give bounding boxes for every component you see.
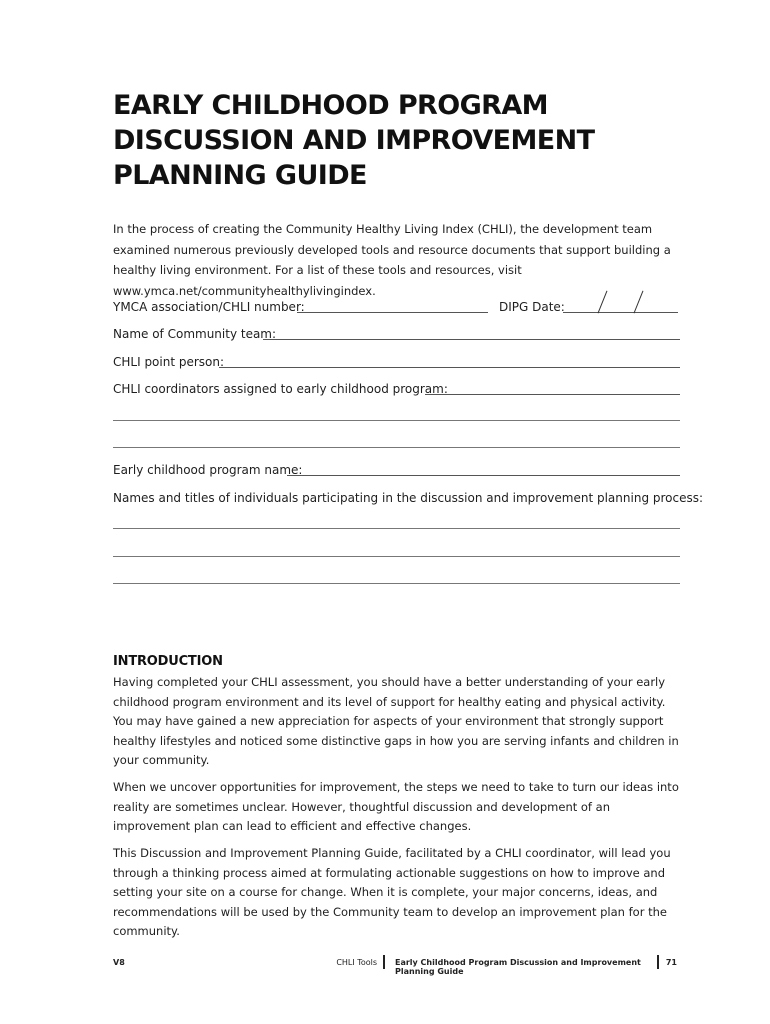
program-name-input-line[interactable] <box>287 475 680 476</box>
coordinators-extra-line-2[interactable] <box>113 447 680 448</box>
participants-label: Names and titles of individuals participating in the discussion and improvement planning process: <box>113 491 704 505</box>
community-team-field-row <box>113 324 680 344</box>
title-line-1: EARLY CHILDHOOD PROGRAM <box>113 90 548 121</box>
community-team-input-line[interactable] <box>263 339 680 340</box>
program-name-label: Early childhood program name: <box>113 463 303 477</box>
title-line-2: DISCUSSION AND IMPROVEMENT <box>113 125 595 156</box>
page-title <box>113 88 713 193</box>
participants-line-2[interactable] <box>113 556 680 557</box>
intro-paragraph: In the process of creating the Community Healthy Living Index (CHLI), the development team examined numerous previously developed tools and resource documents that support building a healthy living environment. For a list of these tools and resources, visit www.ymca.net/communityhealthylivingindex. <box>113 222 671 298</box>
participants-field-row <box>113 488 704 508</box>
participants-line-3[interactable] <box>113 583 680 584</box>
program-name-field-row <box>113 460 680 480</box>
footer-tools-label: CHLI Tools <box>336 958 377 967</box>
introduction-heading: INTRODUCTION <box>113 654 223 669</box>
coordinators-input-line[interactable] <box>425 394 680 395</box>
coordinators-label: CHLI coordinators assigned to early childhood program: <box>113 382 448 396</box>
footer-version: V8 <box>113 958 125 967</box>
introduction-paragraph-2: When we uncover opportunities for improvement, the steps we need to take to turn our ideas into reality are sometimes unclear. However, thoughtful discussion and development of an improvement plan can lead to efficient and effective changes. <box>113 780 679 834</box>
association-field-row <box>113 297 683 317</box>
coordinators-extra-line-1[interactable] <box>113 420 680 421</box>
footer-page-number: 71 <box>665 958 677 967</box>
point-person-input-line[interactable] <box>219 367 680 368</box>
point-person-label: CHLI point person: <box>113 355 225 369</box>
dipg-date-input-line[interactable] <box>563 312 678 313</box>
footer-guide-title: Early Childhood Program Discussion and Improvement Planning Guide <box>395 958 641 976</box>
footer-divider-1 <box>383 955 385 969</box>
point-person-field-row <box>113 352 680 372</box>
association-label: YMCA association/CHLI number: <box>113 300 305 314</box>
introduction-paragraph-3: This Discussion and Improvement Planning Guide, facilitated by a CHLI coordinator, will lead you through a thinking process aimed at formulating actionable suggestions on how to improve and setting your site on a course for change. When it is complete, your major concerns, ideas, and recommendations will be used by the Community team to develop an improvement plan for the community. <box>113 846 671 939</box>
participants-line-1[interactable] <box>113 528 680 529</box>
dipg-date-label: DIPG Date: <box>499 300 565 314</box>
title-line-3: PLANNING GUIDE <box>113 160 367 191</box>
footer-divider-2 <box>657 955 659 969</box>
page-footer <box>113 955 683 976</box>
coordinators-field-row <box>113 379 680 399</box>
association-input-line[interactable] <box>297 312 488 313</box>
introduction-paragraph-1: Having completed your CHLI assessment, you should have a better understanding of your early childhood program environment and its level of support for healthy eating and physical activity. You may have gained a new appreciation for aspects of your environment that strongly support healthy lifestyles and noticed some distinctive gaps in how you are serving infants and children in your community. <box>113 675 679 768</box>
community-team-label: Name of Community team: <box>113 327 277 341</box>
